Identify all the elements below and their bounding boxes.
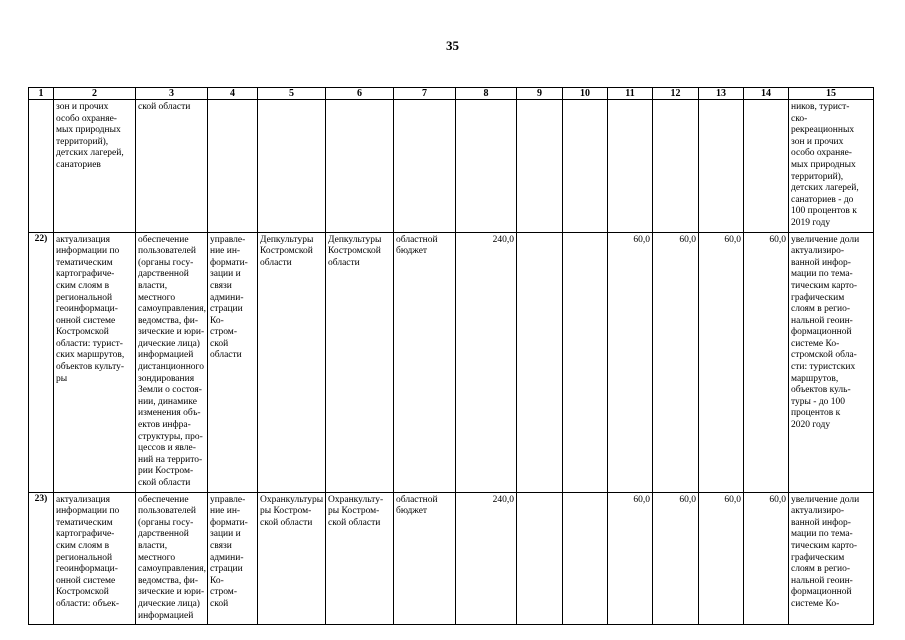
measure-name: зон и прочих особо охраняе- мых природных территорий), детских лагерей, санаториев — [54, 100, 136, 233]
column-header: 4 — [208, 88, 258, 100]
column-header: 9 — [517, 88, 563, 100]
measure-content: обеспечение пользователей (органы госу- дарственной власти, местного самоуправления, ведомства, фи- зические и юри- дические лица) информацией — [136, 492, 208, 625]
column-header: 8 — [456, 88, 517, 100]
funding-source: областной бюджет — [394, 492, 456, 625]
amount-year — [608, 100, 653, 233]
co-executor: Охранкультуры ры Костром- ской области — [258, 492, 326, 625]
column-header: 11 — [608, 88, 653, 100]
measure-content: ской области — [136, 100, 208, 233]
participant — [326, 100, 394, 233]
amount-year: 60,0 — [653, 492, 699, 625]
measure-name: актуализация информации по тематическим картографиче- ским слоям в региональной геоинформаци- онной системе Костромской области: турист- ских маршрутов, объектов культу- ры — [54, 232, 136, 492]
amount-year: 60,0 — [653, 232, 699, 492]
expected-result: увеличение доли актуализиро- ванной инфор- мации по тема- тическим карто- графическим слоям в регио- нальной геоин- формационной системе Ко- стромской обла- сти: туристских маршрутов, объектов куль- туры - до 100 процентов к 2020 году — [789, 232, 874, 492]
amount-year: 60,0 — [744, 232, 789, 492]
amount-total: 240,0 — [456, 492, 517, 625]
amount-year: 60,0 — [699, 492, 744, 625]
table-row — [29, 492, 874, 625]
responsible-executor: управле- ние ин- формати- зации и связи админи- страции Ко- стром- ской области — [208, 232, 258, 492]
table-row — [29, 232, 874, 492]
column-number-row — [29, 88, 874, 100]
amount-total — [456, 100, 517, 233]
amount-year — [563, 232, 608, 492]
column-header: 12 — [653, 88, 699, 100]
page-number: 35 — [446, 38, 459, 53]
co-executor — [258, 100, 326, 233]
co-executor: Депкультуры Костромской области — [258, 232, 326, 492]
amount-year — [563, 100, 608, 233]
amount-year: 60,0 — [744, 492, 789, 625]
amount-year — [517, 232, 563, 492]
column-header: 5 — [258, 88, 326, 100]
column-header: 2 — [54, 88, 136, 100]
measure-content: обеспечение пользователей (органы госу- дарственной власти, местного самоуправления, ведомства, фи- зические и юри- дические лица) информацией дистанционного зондирования Земли о состоя- нии, динамике изменения объ- ектов инфра- структуры, про- цессов и явле- ний на террито- рии Костром- ской области — [136, 232, 208, 492]
amount-year — [563, 492, 608, 625]
column-header: 10 — [563, 88, 608, 100]
measure-name: актуализация информации по тематическим картографиче- ским слоям в региональной геоинформаци- онной системе Костромской области: объек- — [54, 492, 136, 625]
program-table — [28, 87, 874, 625]
column-header: 15 — [789, 88, 874, 100]
amount-year — [744, 100, 789, 233]
amount-year: 60,0 — [608, 492, 653, 625]
expected-result: увеличение доли актуализиро- ванной инфор- мации по тема- тическим карто- графическим слоям в регио- нальной геоин- формационной системе Ко- — [789, 492, 874, 625]
column-header: 3 — [136, 88, 208, 100]
column-header: 14 — [744, 88, 789, 100]
amount-total: 240,0 — [456, 232, 517, 492]
participant: Депкультуры Костромской области — [326, 232, 394, 492]
row-number — [29, 100, 54, 233]
participant: Охранкульту- ры Костром- ской области — [326, 492, 394, 625]
amount-year — [653, 100, 699, 233]
responsible-executor — [208, 100, 258, 233]
row-number: 23) — [29, 492, 54, 625]
amount-year: 60,0 — [608, 232, 653, 492]
table-row — [29, 100, 874, 233]
column-header: 6 — [326, 88, 394, 100]
funding-source — [394, 100, 456, 233]
amount-year: 60,0 — [699, 232, 744, 492]
column-header: 1 — [29, 88, 54, 100]
column-header: 7 — [394, 88, 456, 100]
row-number: 22) — [29, 232, 54, 492]
column-header: 13 — [699, 88, 744, 100]
funding-source: областной бюджет — [394, 232, 456, 492]
expected-result: ников, турист- ско- рекреационных зон и прочих особо охраняе- мых природных территорий), детских лагерей, санаториев - до 100 процентов к 2019 году — [789, 100, 874, 233]
amount-year — [517, 100, 563, 233]
responsible-executor: управле- ние ин- формати- зации и связи админи- страции Ко- стром- ской — [208, 492, 258, 625]
amount-year — [517, 492, 563, 625]
amount-year — [699, 100, 744, 233]
